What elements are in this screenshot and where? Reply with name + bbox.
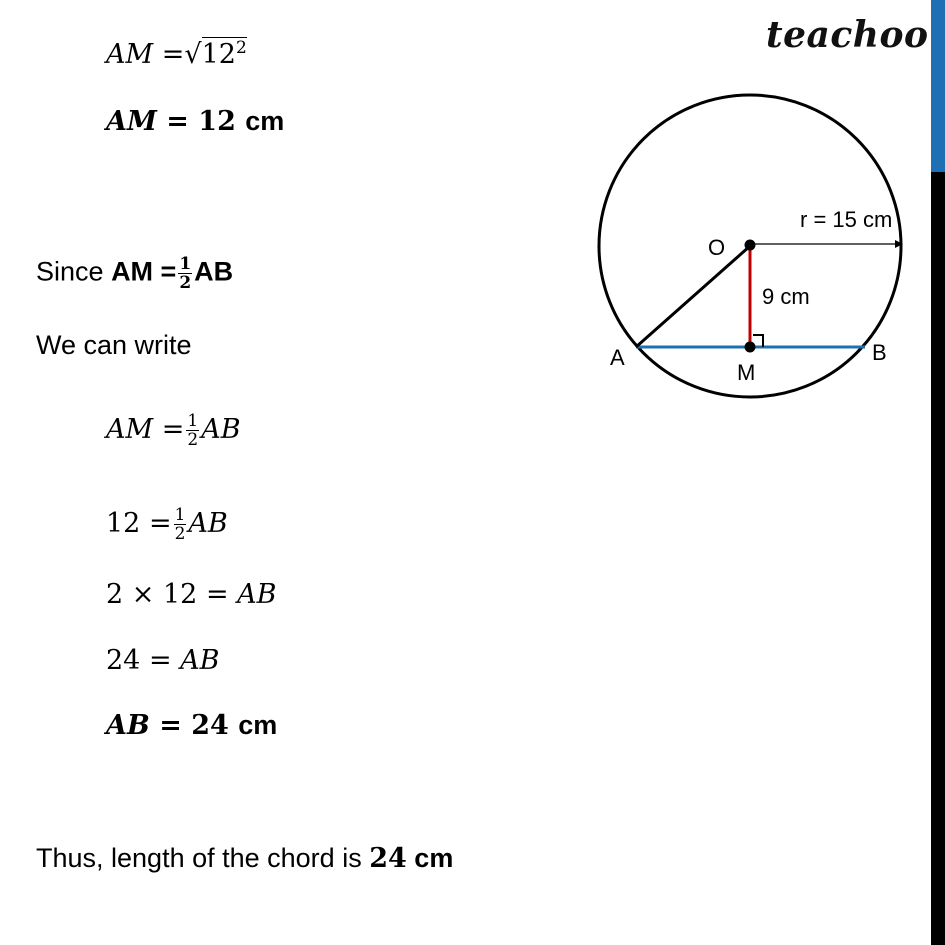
am-lhs: AM bbox=[106, 106, 157, 137]
step-eq2 bbox=[106, 506, 228, 543]
since-prefix: Since bbox=[36, 256, 104, 287]
half-fraction: $\frac{1}{2}$ bbox=[179, 254, 192, 293]
conclusion-value: 24 bbox=[369, 843, 407, 874]
label-b: B bbox=[872, 340, 887, 365]
step-eq5 bbox=[106, 710, 277, 741]
step-am-result bbox=[106, 106, 284, 137]
circle-diagram bbox=[590, 85, 920, 405]
step-eq4 bbox=[106, 645, 220, 676]
teachoo-logo: teachoo bbox=[766, 14, 929, 56]
since-suffix: AB bbox=[194, 256, 234, 287]
label-m: M bbox=[737, 360, 756, 385]
label-a: A bbox=[610, 345, 625, 370]
equals-sign: = bbox=[161, 39, 185, 70]
conclusion bbox=[36, 843, 453, 874]
eq4-rhs: AB bbox=[180, 645, 220, 676]
distance-label: 9 cm bbox=[762, 284, 810, 309]
step-eq1 bbox=[106, 412, 241, 449]
eq5-value: 24 bbox=[191, 710, 229, 741]
sqrt-radicand: $12^2$ bbox=[201, 38, 247, 70]
equals-sign: = bbox=[148, 645, 172, 676]
eq3-rhs: AB bbox=[237, 579, 277, 610]
equals-sign: = bbox=[161, 414, 185, 445]
segment-oa bbox=[636, 246, 750, 347]
am-lhs: AM bbox=[106, 39, 154, 70]
conclusion-prefix: Thus, length of the chord is bbox=[36, 843, 362, 873]
point-o bbox=[745, 240, 756, 251]
label-o: O bbox=[708, 235, 726, 260]
eq4-lhs: 24 bbox=[106, 645, 141, 676]
radius-label: r = 15 cm bbox=[800, 207, 893, 232]
step-am-sqrt bbox=[106, 38, 247, 70]
eq3-a: 2 bbox=[106, 579, 124, 610]
eq5-lhs: AB bbox=[106, 710, 150, 741]
sqrt-symbol: √ bbox=[184, 39, 202, 70]
point-m bbox=[745, 342, 756, 353]
step-eq3 bbox=[106, 579, 277, 610]
equals-sign: = bbox=[205, 579, 229, 610]
we-can-write: We can write bbox=[36, 330, 192, 360]
am-value: 12 bbox=[198, 106, 236, 137]
eq1-lhs: AM bbox=[106, 414, 154, 445]
half-fraction: $\frac{1}{2}$ bbox=[174, 505, 186, 544]
equals-sign: = bbox=[148, 508, 172, 539]
since-statement bbox=[36, 255, 233, 292]
eq1-rhs: AB bbox=[201, 414, 241, 445]
eq5-unit: cm bbox=[238, 710, 278, 740]
eq2-rhs: AB bbox=[188, 508, 228, 539]
half-fraction: $\frac{1}{2}$ bbox=[187, 411, 199, 450]
right-edge-accent bbox=[931, 0, 945, 172]
equals-sign: = bbox=[166, 106, 189, 137]
times-sign: × bbox=[131, 579, 155, 610]
equals-sign: = bbox=[159, 710, 182, 741]
since-bold: AM = bbox=[111, 256, 177, 287]
conclusion-unit: cm bbox=[414, 843, 454, 873]
am-unit: cm bbox=[245, 106, 285, 136]
eq3-b: 12 bbox=[163, 579, 198, 610]
eq2-lhs: 12 bbox=[106, 508, 141, 539]
